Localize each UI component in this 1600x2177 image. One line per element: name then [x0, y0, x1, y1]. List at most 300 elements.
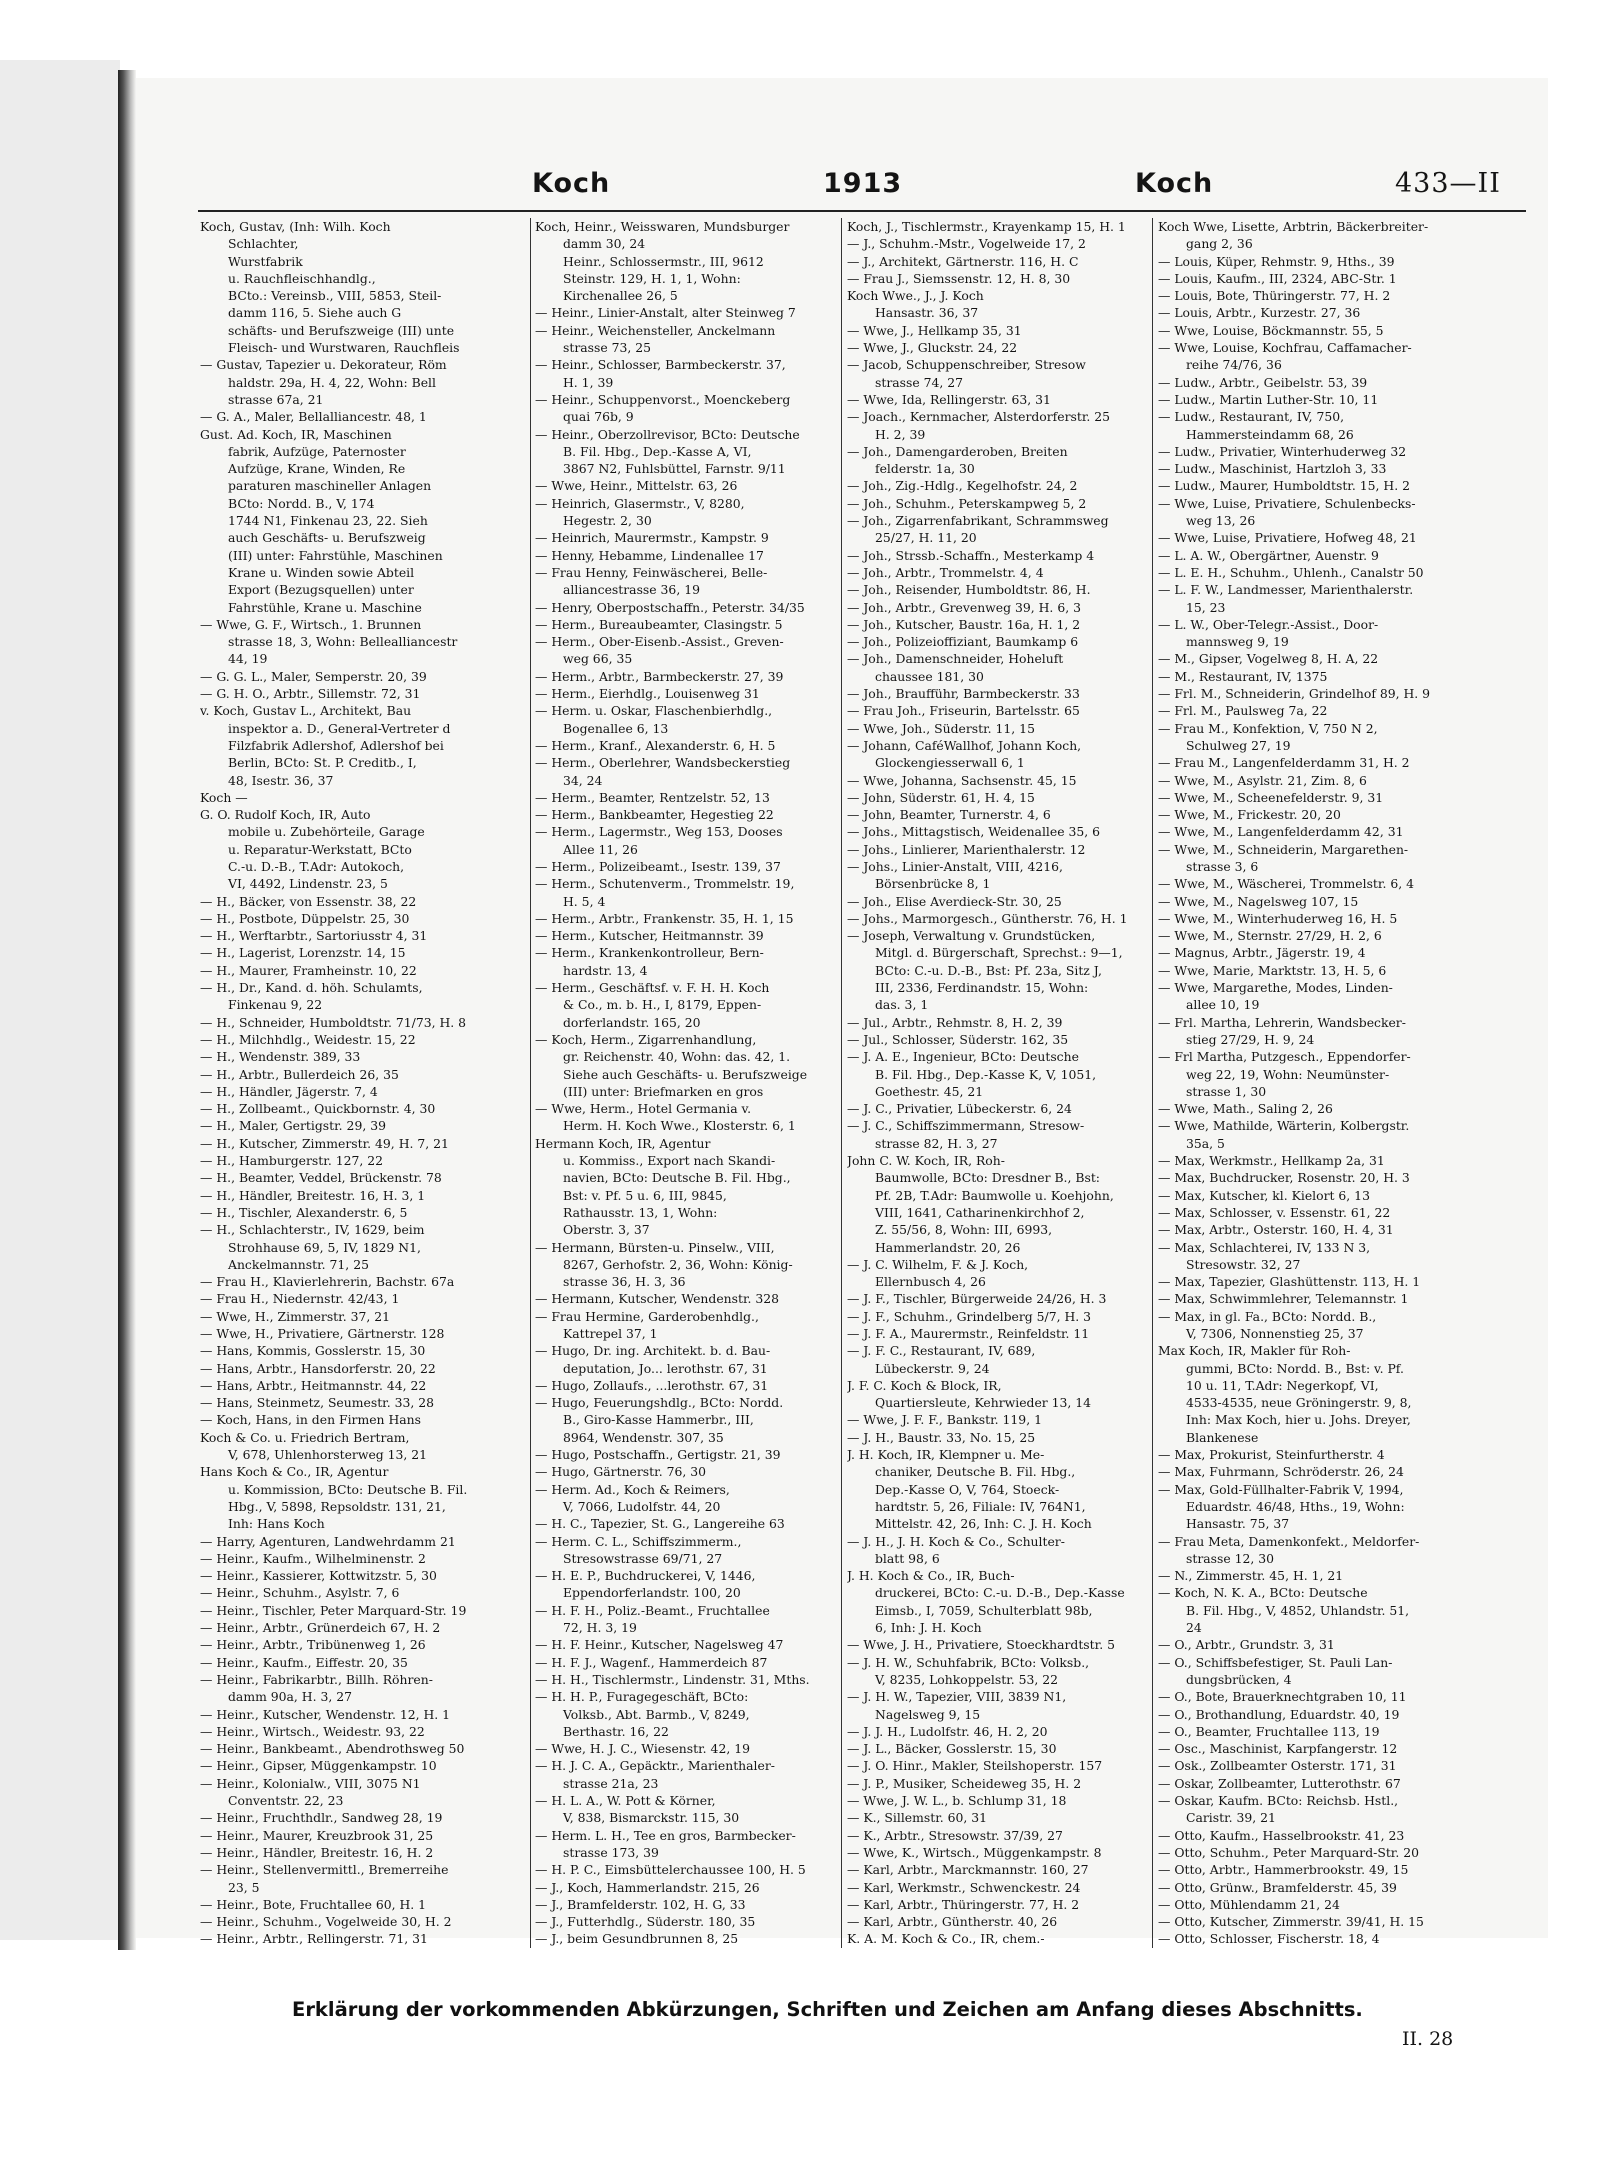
directory-entry: Koch, Gustav, (Inh: Wilh. Koch — [200, 219, 391, 234]
directory-entry: Eimsb., I, 7059, Schulterblatt 98b, — [875, 1602, 1093, 1618]
header-right-keyword: Koch — [1135, 168, 1214, 199]
directory-entry: damm 90a, H. 3, 27 — [228, 1689, 352, 1705]
directory-entry: — Herm., Arbtr., Barmbeckerstr. 27, 39 — [535, 668, 784, 684]
directory-entry: J. H. Koch, IR, Klempner u. Me- — [847, 1447, 1045, 1463]
directory-entry: Eppendorferlandstr. 100, 20 — [563, 1585, 741, 1601]
directory-entry: Fahrstühle, Krane u. Maschine — [228, 599, 422, 615]
directory-entry: J. F. C. Koch & Block, IR, — [847, 1377, 1002, 1393]
column-3 — [847, 218, 1145, 1948]
directory-entry: — Joach., Kernmacher, Alsterdorferstr. 25 — [847, 409, 1111, 425]
directory-entry: — Louis, Bote, Thüringerstr. 77, H. 2 — [1158, 288, 1391, 304]
directory-entry: — Frl. Martha, Lehrerin, Wandsbecker- — [1158, 1014, 1406, 1030]
directory-entry: u. Rauchfleischhandlg., — [228, 270, 376, 286]
directory-entry: — Karl, Arbtr., Güntherstr. 40, 26 — [847, 1914, 1058, 1930]
directory-entry: — Wwe, J. H., Privatiere, Stoeckhardtstr. 5 — [847, 1637, 1115, 1653]
directory-entry: — H., Milchhdlg., Weidestr. 15, 22 — [200, 1031, 416, 1047]
directory-entry: — L. W., Ober-Telegr.-Assist., Door- — [1158, 616, 1379, 632]
directory-entry: — J. O. Hinr., Makler, Steilshoperstr. 157 — [847, 1758, 1103, 1774]
directory-entry: — Hans, Steinmetz, Seumestr. 33, 28 — [200, 1395, 435, 1411]
directory-entry: Export (Bezugsquellen) unter — [228, 582, 414, 598]
directory-entry: — Wwe, J., Gluckstr. 24, 22 — [847, 340, 1018, 356]
directory-entry: Strohhause 69, 5, IV, 1829 N1, — [228, 1239, 421, 1255]
directory-entry: — Ludw., Restaurant, IV, 750, — [1158, 409, 1345, 425]
column-4 — [1158, 218, 1480, 1948]
directory-entry: 35a, 5 — [1186, 1135, 1225, 1151]
directory-entry: Hans Koch & Co., IR, Agentur — [200, 1464, 389, 1480]
directory-entry: — Herm., Eierhdlg., Louisenweg 31 — [535, 686, 760, 702]
directory-entry: — H., Postbote, Düppelstr. 25, 30 — [200, 910, 410, 926]
directory-entry: Heinr., Schlossermstr., III, 9612 — [563, 253, 764, 269]
directory-entry: Nagelsweg 9, 15 — [875, 1706, 981, 1722]
directory-entry: — Ludw., Privatier, Winterhuderweg 32 — [1158, 443, 1407, 459]
directory-entry: mobile u. Zubehörteile, Garage — [228, 824, 425, 840]
directory-entry: — Wwe, J., Hellkamp 35, 31 — [847, 322, 1022, 338]
column-divider — [530, 218, 531, 1948]
directory-entry: Inh: Max Koch, hier u. Johs. Dreyer, — [1186, 1412, 1411, 1428]
directory-entry: 15, 23 — [1186, 599, 1226, 615]
directory-entry: — Herm., Ober-Eisenb.-Assist., Greven- — [535, 634, 784, 650]
directory-entry: — H., Zollbeamt., Quickbornstr. 4, 30 — [200, 1101, 436, 1117]
directory-entry: — H. L. A., W. Pott & Körner, — [535, 1793, 716, 1809]
directory-entry: Herm. H. Koch Wwe., Klosterstr. 6, 1 — [563, 1118, 796, 1134]
directory-entry: — Heinr., Gipser, Müggenkampstr. 10 — [200, 1758, 437, 1774]
directory-entry: (III) unter: Briefmarken en gros — [563, 1083, 764, 1099]
directory-entry: — Max, Fuhrmann, Schröderstr. 26, 24 — [1158, 1464, 1404, 1480]
directory-entry: — Ludw., Maurer, Humboldtstr. 15, H. 2 — [1158, 478, 1410, 494]
directory-entry: — Joh., Damengarderoben, Breiten — [847, 443, 1068, 459]
directory-entry: — O., Schiffsbefestiger, St. Pauli Lan- — [1158, 1654, 1393, 1670]
directory-entry: 34, 24 — [563, 772, 603, 788]
directory-entry: Berthastr. 16, 22 — [563, 1723, 669, 1739]
directory-entry: Stresowstr. 32, 27 — [1186, 1256, 1301, 1272]
directory-entry: — Wwe, Marie, Marktstr. 13, H. 5, 6 — [1158, 962, 1387, 978]
directory-entry: — H., Werftarbtr., Sartoriusstr 4, 31 — [200, 928, 428, 944]
directory-entry: — H. E. P., Buchdruckerei, V, 1446, — [535, 1568, 756, 1584]
directory-entry: 23, 5 — [228, 1879, 260, 1895]
directory-entry: — Herm., Geschäftsf. v. F. H. H. Koch — [535, 980, 770, 996]
directory-entry: u. Reparatur-Werkstatt, BCto — [228, 841, 412, 857]
directory-entry: — Jacob, Schuppenschreiber, Stresow — [847, 357, 1086, 373]
directory-entry: 3867 N2, Fuhlsbüttel, Farnstr. 9/11 — [563, 461, 786, 477]
directory-entry: Koch, J., Tischlermstr., Krayenkamp 15, H. 1 — [847, 219, 1126, 234]
directory-entry: — Herm., Beamter, Rentzelstr. 52, 13 — [535, 789, 770, 805]
directory-entry: Koch, Heinr., Weisswaren, Mundsburger — [535, 219, 790, 234]
directory-entry: — Heinrich, Maurermstr., Kampstr. 9 — [535, 530, 769, 546]
directory-entry: — H., Dr., Kand. d. höh. Schulamts, — [200, 980, 423, 996]
directory-entry: & Co., m. b. H., I, 8179, Eppen- — [563, 997, 762, 1013]
directory-entry: damm 30, 24 — [563, 236, 646, 252]
directory-entry: — Joh., Braufführ, Barmbeckerstr. 33 — [847, 686, 1080, 702]
directory-entry: v. Koch, Gustav L., Architekt, Bau — [200, 703, 412, 719]
header-rule — [198, 210, 1526, 212]
directory-entry: Inh: Hans Koch — [228, 1516, 325, 1532]
directory-entry: dorferlandstr. 165, 20 — [563, 1014, 701, 1030]
directory-entry: — Karl, Arbtr., Thüringerstr. 77, H. 2 — [847, 1896, 1080, 1912]
directory-entry: paraturen maschineller Anlagen — [228, 478, 432, 494]
directory-entry: Hegestr. 2, 30 — [563, 513, 652, 529]
directory-entry: — H. F. Heinr., Kutscher, Nagelsweg 47 — [535, 1637, 784, 1653]
directory-entry: BCto.: Vereinsb., VIII, 5853, Steil- — [228, 288, 442, 304]
directory-entry: — Wwe, Louise, Kochfrau, Caffamacher- — [1158, 340, 1412, 356]
directory-entry: gr. Reichenstr. 40, Wohn: das. 42, 1. — [563, 1049, 791, 1065]
directory-entry: Bst: v. Pf. 5 u. 6, III, 9845, — [563, 1187, 727, 1203]
directory-entry: — Joh., Arbtr., Trommelstr. 4, 4 — [847, 564, 1044, 580]
directory-entry: — Herm., Lagermstr., Weg 153, Dooses — [535, 824, 783, 840]
directory-entry: — Wwe, Johanna, Sachsenstr. 45, 15 — [847, 772, 1077, 788]
directory-entry: Hammersteindamm 68, 26 — [1186, 426, 1354, 442]
directory-entry: Allee 11, 26 — [563, 841, 638, 857]
directory-entry: chaussee 181, 30 — [875, 668, 984, 684]
directory-entry: — Joh., Schuhm., Peterskampweg 5, 2 — [847, 495, 1087, 511]
directory-entry: — J. C., Privatier, Lübeckerstr. 6, 24 — [847, 1101, 1072, 1117]
directory-entry: Börsenbrücke 8, 1 — [875, 876, 991, 892]
directory-entry: Oberstr. 3, 37 — [563, 1222, 650, 1238]
directory-entry: felderstr. 1a, 30 — [875, 461, 975, 477]
directory-entry: — J. H. W., Tapezier, VIII, 3839 N1, — [847, 1689, 1067, 1705]
directory-entry: — Max, Gold-Füllhalter-Fabrik V, 1994, — [1158, 1481, 1404, 1497]
directory-entry: 44, 19 — [228, 651, 268, 667]
directory-entry: — H. P. C., Eimsbüttelerchaussee 100, H. 5 — [535, 1862, 806, 1878]
directory-entry: fabrik, Aufzüge, Paternoster — [228, 443, 406, 459]
directory-entry: — H., Lagerist, Lorenzstr. 14, 15 — [200, 945, 406, 961]
directory-entry: — Hans, Arbtr., Heitmannstr. 44, 22 — [200, 1377, 427, 1393]
directory-entry: III, 2336, Ferdinandstr. 15, Wohn: — [875, 980, 1089, 996]
directory-entry: strasse 73, 25 — [563, 340, 652, 356]
page-number: II. 28 — [1402, 2028, 1454, 2050]
directory-entry: Wurstfabrik — [228, 253, 303, 269]
directory-entry: V, 7066, Ludolfstr. 44, 20 — [563, 1498, 721, 1514]
directory-entry: Siehe auch Geschäfts- u. Berufszweige — [563, 1066, 808, 1082]
directory-entry: V, 7306, Nonnenstieg 25, 37 — [1186, 1326, 1364, 1341]
directory-entry: — Frau Hermine, Garderobenhdlg., — [535, 1308, 759, 1324]
directory-entry: — Johann, CaféWallhof, Johann Koch, — [847, 737, 1082, 753]
directory-entry: strasse 21a, 23 — [563, 1775, 659, 1791]
directory-entry: — Hugo, Zollaufs., ...lerothstr. 67, 31 — [535, 1377, 769, 1393]
directory-entry: stieg 27/29, H. 9, 24 — [1186, 1031, 1315, 1047]
directory-entry: u. Kommiss., Export nach Skandi- — [563, 1153, 776, 1169]
directory-entry: — Wwe, Herm., Hotel Germania v. — [535, 1101, 752, 1117]
directory-entry: V, 838, Bismarckstr. 115, 30 — [563, 1810, 740, 1826]
directory-entry: reihe 74/76, 36 — [1186, 357, 1282, 373]
directory-entry: — Koch, Hans, in den Firmen Hans — [200, 1412, 421, 1428]
directory-entry: — Otto, Grünw., Bramfelderstr. 45, 39 — [1158, 1879, 1397, 1895]
directory-entry: — Otto, Arbtr., Hammerbrookstr. 49, 15 — [1158, 1862, 1409, 1878]
directory-entry: — H., Schneider, Humboldtstr. 71/73, H. 8 — [200, 1014, 467, 1030]
directory-entry: strasse 173, 39 — [563, 1844, 659, 1860]
directory-entry: — J. A. E., Ingenieur, BCto: Deutsche — [847, 1049, 1079, 1065]
directory-entry: — L. E. H., Schuhm., Uhlenh., Canalstr 50 — [1158, 564, 1424, 580]
directory-entry: — Joh., Polizeioffiziant, Baumkamp 6 — [847, 634, 1079, 650]
directory-entry: — Frau H., Niedernstr. 42/43, 1 — [200, 1291, 400, 1307]
directory-entry: — H. C., Tapezier, St. G., Langereihe 63 — [535, 1516, 785, 1532]
directory-entry: — Henny, Hebamme, Lindenallee 17 — [535, 547, 764, 563]
directory-entry: Eduardstr. 46/48, Hths., 19, Wohn: — [1186, 1498, 1405, 1514]
directory-entry: — Heinr., Stellenvermittl., Bremerreihe — [200, 1862, 449, 1878]
directory-entry: — O., Brothandlung, Eduardstr. 40, 19 — [1158, 1706, 1400, 1722]
directory-entry: Koch Wwe, Lisette, Arbtrin, Bäckerbreiter- — [1158, 219, 1429, 234]
directory-entry: — Frau H., Klavierlehrerin, Bachstr. 67a — [200, 1274, 455, 1290]
directory-entry: Pf. 2B, T.Adr: Baumwolle u. Koehjohn, — [875, 1187, 1114, 1203]
directory-entry: — Wwe, Heinr., Mittelstr. 63, 26 — [535, 478, 738, 494]
directory-entry: alliancestrasse 36, 19 — [563, 582, 700, 598]
directory-entry: — Osk., Zollbeamter Osterstr. 171, 31 — [1158, 1758, 1397, 1774]
directory-entry: — Hugo, Postschaffn., Gertigstr. 21, 39 — [535, 1447, 781, 1463]
directory-entry: H. 2, 39 — [875, 426, 926, 442]
directory-entry: Glockengiesserwall 6, 1 — [875, 755, 1025, 771]
directory-entry: — Herm. L. H., Tee en gros, Barmbecker- — [535, 1827, 796, 1843]
directory-entry: — Wwe, Luise, Privatiere, Hofweg 48, 21 — [1158, 530, 1417, 546]
directory-entry: — Johs., Linlierer, Marienthalerstr. 12 — [847, 841, 1086, 857]
directory-entry: B., Giro-Kasse Hammerbr., III, — [563, 1412, 754, 1428]
directory-entry: — Johs., Linier-Anstalt, VIII, 4216, — [847, 858, 1063, 874]
directory-entry: — Herm. Ad., Koch & Reimers, — [535, 1481, 730, 1497]
directory-entry: — Frau Henny, Feinwäscherei, Belle- — [535, 564, 768, 580]
directory-entry: — Heinr., Kutscher, Wendenstr. 12, H. 1 — [200, 1706, 451, 1722]
directory-entry: — H., Kutscher, Zimmerstr. 49, H. 7, 21 — [200, 1135, 449, 1151]
directory-entry: Hansastr. 36, 37 — [875, 305, 979, 321]
directory-entry: — H., Arbtr., Bullerdeich 26, 35 — [200, 1066, 399, 1082]
directory-entry: — J. P., Musiker, Scheideweg 35, H. 2 — [847, 1775, 1082, 1791]
directory-entry: Schulweg 27, 19 — [1186, 737, 1291, 753]
directory-entry: — Heinr., Kassierer, Kottwitzstr. 5, 30 — [200, 1568, 437, 1584]
directory-entry: — Max, Prokurist, Steinfurtherstr. 4 — [1158, 1447, 1385, 1463]
directory-entry: — H., Händler, Jägerstr. 7, 4 — [200, 1083, 378, 1099]
directory-entry: inspektor a. D., General-Vertreter d — [228, 720, 451, 736]
directory-entry: — Jul., Schlosser, Süderstr. 162, 35 — [847, 1031, 1069, 1047]
directory-entry: — J. F., Tischler, Bürgerweide 24/26, H. 3 — [847, 1291, 1107, 1307]
directory-entry: dungsbrücken, 4 — [1186, 1671, 1292, 1687]
directory-entry: — Frau M., Langenfelderdamm 31, H. 2 — [1158, 755, 1410, 771]
directory-entry: Quartiersleute, Kehrwieder 13, 14 — [875, 1395, 1092, 1411]
directory-entry: — H., Hamburgerstr. 127, 22 — [200, 1153, 383, 1169]
directory-entry: Koch — — [200, 789, 248, 805]
directory-entry: — G. H. O., Arbtr., Sillemstr. 72, 31 — [200, 686, 421, 702]
directory-entry: — H., Händler, Breitestr. 16, H. 3, 1 — [200, 1187, 426, 1203]
directory-entry: — Wwe, Joh., Süderstr. 11, 15 — [847, 720, 1035, 736]
directory-entry: Gust. Ad. Koch, IR, Maschinen — [200, 426, 392, 442]
directory-entry: J. H. Koch & Co., IR, Buch- — [847, 1568, 1015, 1584]
directory-entry: — J., Architekt, Gärtnerstr. 116, H. C — [847, 253, 1079, 269]
directory-entry: — J., Schuhm.-Mstr., Vogelweide 17, 2 — [847, 236, 1086, 252]
directory-entry: — Heinr., Tischler, Peter Marquard-Str. 19 — [200, 1602, 467, 1618]
directory-entry: 10 u. 11, T.Adr: Negerkopf, VI, — [1186, 1377, 1379, 1393]
directory-entry: 48, Isestr. 36, 37 — [228, 772, 334, 788]
directory-entry: — Herm., Polizeibeamt., Isestr. 139, 37 — [535, 858, 781, 874]
directory-entry: — Otto, Kaufm., Hasselbrookstr. 41, 23 — [1158, 1827, 1405, 1843]
directory-entry: V, 678, Uhlenhorsterweg 13, 21 — [228, 1447, 428, 1463]
directory-entry: H. 1, 39 — [563, 374, 614, 390]
directory-entry: schäfts- und Berufszweige (III) unte — [228, 322, 455, 338]
directory-entry: — Heinrich, Glasermstr., V, 8280, — [535, 495, 745, 511]
directory-entry: — Heinr., Fabrikarbtr., Billh. Röhren- — [200, 1671, 433, 1687]
directory-entry: — Wwe, M., Schneiderin, Margarethen- — [1158, 841, 1409, 857]
directory-entry: — Ludw., Martin Luther-Str. 10, 11 — [1158, 391, 1379, 407]
directory-entry: — Max, Tapezier, Glashüttenstr. 113, H. 1 — [1158, 1274, 1421, 1290]
directory-entry: weg 66, 35 — [563, 651, 633, 667]
directory-entry: — Max, Kutscher, kl. Kielort 6, 13 — [1158, 1187, 1370, 1203]
directory-entry: — O., Arbtr., Grundstr. 3, 31 — [1158, 1637, 1335, 1653]
directory-entry: Hansastr. 75, 37 — [1186, 1516, 1290, 1532]
directory-entry: — M., Gipser, Vogelweg 8, H. A, 22 — [1158, 651, 1379, 667]
directory-entry: — Wwe, G. F., Wirtsch., 1. Brunnen — [200, 616, 422, 632]
directory-entry: — Osc., Maschinist, Karpfangerstr. 12 — [1158, 1741, 1398, 1757]
directory-entry: — Harry, Agenturen, Landwehrdamm 21 — [200, 1533, 456, 1549]
directory-entry: Schlachter, — [228, 236, 299, 252]
directory-entry: — Heinr., Kaufm., Eiffestr. 20, 35 — [200, 1654, 408, 1670]
directory-entry: 8267, Gerhofstr. 2, 36, Wohn: König- — [563, 1256, 793, 1272]
directory-entry: — H. H. P., Furagegeschäft, BCto: — [535, 1689, 749, 1705]
directory-entry: — Max, Schlosser, v. Essenstr. 61, 22 — [1158, 1204, 1391, 1220]
column-divider — [841, 218, 842, 1948]
directory-entry: — Heinr., Arbtr., Tribünenweg 1, 26 — [200, 1637, 426, 1653]
directory-entry: B. Fil. Hbg., Dep.-Kasse A, VI, — [563, 443, 752, 459]
directory-entry: — Ludw., Maschinist, Hartzloh 3, 33 — [1158, 461, 1387, 477]
directory-entry: strasse 12, 30 — [1186, 1550, 1275, 1566]
directory-entry: — Frau J., Siemssenstr. 12, H. 8, 30 — [847, 270, 1071, 286]
directory-entry: — H., Schlachterstr., IV, 1629, beim — [200, 1222, 425, 1238]
directory-entry: — Heinr., Linier-Anstalt, alter Steinweg 7 — [535, 305, 796, 321]
directory-entry: — Gustav, Tapezier u. Dekorateur, Röm — [200, 357, 447, 373]
directory-entry: — H., Maler, Gertigstr. 29, 39 — [200, 1118, 386, 1134]
directory-entry: — Koch, Herm., Zigarrenhandlung, — [535, 1031, 757, 1047]
directory-entry: — J. C. Wilhelm, F. & J. Koch, — [847, 1256, 1029, 1272]
directory-entry: 8964, Wendenstr. 307, 35 — [563, 1429, 724, 1445]
directory-entry: — Herm. C. L., Schiffszimmerm., — [535, 1533, 742, 1549]
directory-entry: Blankenese — [1186, 1429, 1259, 1445]
directory-entry: — Johs., Mittagstisch, Weidenallee 35, 6 — [847, 824, 1101, 840]
directory-entry: — G. A., Maler, Bellalliancestr. 48, 1 — [200, 409, 427, 425]
directory-entry: — J., Bramfelderstr. 102, H. G, 33 — [535, 1896, 746, 1912]
directory-entry: strasse 74, 27 — [875, 374, 964, 390]
directory-entry: damm 116, 5. Siehe auch G — [228, 305, 402, 321]
directory-entry: Anckelmannstr. 71, 25 — [228, 1256, 369, 1272]
directory-entry: — Hans, Kommis, Gosslerstr. 15, 30 — [200, 1343, 426, 1359]
directory-entry: — O., Bote, Brauerknechtgraben 10, 11 — [1158, 1689, 1407, 1705]
directory-entry: — J. H. W., Schuhfabrik, BCto: Volksb., — [847, 1654, 1090, 1670]
directory-entry: — Joh., Zig.-Hdlg., Kegelhofstr. 24, 2 — [847, 478, 1078, 494]
directory-entry: — Magnus, Arbtr., Jägerstr. 19, 4 — [1158, 945, 1366, 961]
directory-entry: — Wwe, K., Wirtsch., Müggenkampstr. 8 — [847, 1844, 1102, 1860]
directory-entry: Hbg., V, 5898, Repsoldstr. 131, 21, — [228, 1498, 446, 1514]
directory-entry: — Otto, Schlosser, Fischerstr. 18, 4 — [1158, 1931, 1380, 1947]
directory-entry: — Hugo, Gärtnerstr. 76, 30 — [535, 1464, 706, 1480]
directory-entry: — H., Tischler, Alexanderstr. 6, 5 — [200, 1204, 408, 1220]
directory-entry: — Johs., Marmorgesch., Güntherstr. 76, H. 1 — [847, 910, 1128, 926]
directory-entry: navien, BCto: Deutsche B. Fil. Hbg., — [563, 1170, 791, 1186]
directory-entry: hardstr. 13, 4 — [563, 962, 648, 978]
directory-entry: strasse 82, H. 3, 27 — [875, 1135, 998, 1151]
directory-entry: — G. G. L., Maler, Semperstr. 20, 39 — [200, 668, 427, 684]
directory-entry: haldstr. 29a, H. 4, 22, Wohn: Bell — [228, 374, 436, 390]
directory-entry: — Wwe, J. W. L., b. Schlump 31, 18 — [847, 1793, 1067, 1809]
directory-entry: Caristr. 39, 21 — [1186, 1810, 1276, 1826]
directory-entry: BCto: Nordd. B., V, 174 — [228, 495, 375, 511]
directory-entry: — Oskar, Zollbeamter, Lutterothstr. 67 — [1158, 1775, 1401, 1791]
directory-entry: — H., Wendenstr. 389, 33 — [200, 1049, 361, 1065]
directory-entry: — Oskar, Kaufm. BCto: Reichsb. Hstl., — [1158, 1793, 1399, 1809]
directory-entry: strasse 18, 3, Wohn: Bellealliancestr — [228, 634, 458, 650]
directory-entry: — Louis, Arbtr., Kurzestr. 27, 36 — [1158, 305, 1361, 321]
directory-entry: — H. J. C. A., Gepäcktr., Marienthaler- — [535, 1758, 775, 1774]
directory-entry: — Frl. M., Paulsweg 7a, 22 — [1158, 703, 1328, 719]
directory-entry: Krane u. Winden sowie Abteil — [228, 564, 415, 580]
directory-entry: — Joh., Arbtr., Grevenweg 39, H. 6, 3 — [847, 599, 1081, 615]
directory-entry: weg 22, 19, Wohn: Neumünster- — [1186, 1066, 1390, 1082]
directory-entry: — J. F. C., Restaurant, IV, 689, — [847, 1343, 1036, 1359]
directory-entry: — Frau Joh., Friseurin, Bartelsstr. 65 — [847, 703, 1080, 719]
directory-entry: — Max, Werkmstr., Hellkamp 2a, 31 — [1158, 1153, 1385, 1169]
directory-entry: Goethestr. 45, 21 — [875, 1083, 984, 1099]
directory-entry: das. 3, 1 — [875, 997, 929, 1013]
directory-entry: — J. J. H., Ludolfstr. 46, H. 2, 20 — [847, 1723, 1048, 1739]
directory-entry: Kattrepel 37, 1 — [563, 1326, 658, 1341]
directory-entry: — J. F., Schuhm., Grindelberg 5/7, H. 3 — [847, 1308, 1092, 1324]
directory-entry: 72, H. 3, 19 — [563, 1620, 637, 1636]
directory-entry: — K., Sillemstr. 60, 31 — [847, 1810, 988, 1826]
directory-entry: — H. F. J., Wagenf., Hammerdeich 87 — [535, 1654, 768, 1670]
directory-entry: — Joh., Reisender, Humboldtstr. 86, H. — [847, 582, 1091, 598]
directory-entry: — Wwe, Margarethe, Modes, Linden- — [1158, 980, 1393, 996]
directory-entry: — Jul., Arbtr., Rehmstr. 8, H. 2, 39 — [847, 1014, 1063, 1030]
directory-entry: deputation, Jo... lerothstr. 67, 31 — [563, 1360, 768, 1376]
directory-entry: — Heinr., Fruchthdlr., Sandweg 28, 19 — [200, 1810, 443, 1826]
directory-entry: — J. H., Baustr. 33, No. 15, 25 — [847, 1429, 1036, 1445]
directory-entry: Aufzüge, Krane, Winden, Re — [228, 461, 406, 477]
directory-entry: — Herm., Oberlehrer, Wandsbeckerstieg — [535, 755, 791, 771]
directory-entry: — J. H., J. H. Koch & Co., Schulter- — [847, 1533, 1065, 1549]
directory-entry: — John, Beamter, Turnerstr. 4, 6 — [847, 807, 1051, 823]
directory-entry: — Max, Buchdrucker, Rosenstr. 20, H. 3 — [1158, 1170, 1410, 1186]
directory-entry: — Heinr., Händler, Breitestr. 16, H. 2 — [200, 1844, 434, 1860]
directory-entry: auch Geschäfts- u. Berufszweig — [228, 530, 426, 546]
directory-entry: Dep.-Kasse O, V, 764, Stoeck- — [875, 1481, 1060, 1497]
directory-entry: 24 — [1186, 1620, 1202, 1636]
directory-entry: — Wwe, J. F. F., Bankstr. 119, 1 — [847, 1412, 1042, 1428]
directory-entry: Koch & Co. u. Friedrich Bertram, — [200, 1429, 410, 1445]
header-left-keyword: Koch — [532, 168, 611, 199]
directory-entry: Conventstr. 22, 23 — [228, 1793, 344, 1809]
directory-entry: Baumwolle, BCto: Dresdner B., Bst: — [875, 1170, 1100, 1186]
directory-entry: 1744 N1, Finkenau 23, 22. Sieh — [228, 513, 428, 529]
directory-entry: — Heinr., Weichensteller, Anckelmann — [535, 322, 776, 338]
directory-entry: — Frl. M., Schneiderin, Grindelhof 89, H. 9 — [1158, 686, 1431, 702]
directory-entry: Finkenau 9, 22 — [228, 997, 323, 1013]
directory-entry: — Hermann, Bürsten-u. Pinselw., VIII, — [535, 1239, 775, 1255]
facing-page-edge — [0, 60, 120, 1940]
directory-entry: Steinstr. 129, H. 1, 1, Wohn: — [563, 270, 741, 286]
directory-entry: Kirchenallee 26, 5 — [563, 288, 678, 304]
directory-entry: V, 8235, Lohkoppelstr. 53, 22 — [875, 1671, 1059, 1687]
directory-entry: Hammerlandstr. 20, 26 — [875, 1239, 1021, 1255]
directory-entry: — Karl, Arbtr., Marckmannstr. 160, 27 — [847, 1862, 1089, 1878]
directory-entry: Volksb., Abt. Barmb., V, 8249, — [563, 1706, 750, 1722]
directory-entry: — John, Süderstr. 61, H. 4, 15 — [847, 789, 1035, 805]
directory-entry: — Herm. u. Oskar, Flaschenbierhdlg., — [535, 703, 773, 719]
directory-entry: — Max, Schlachterei, IV, 133 N 3, — [1158, 1239, 1371, 1255]
directory-entry: Hermann Koch, IR, Agentur — [535, 1135, 711, 1151]
directory-entry: — J. C., Schiffszimmermann, Stresow- — [847, 1118, 1085, 1134]
directory-entry: 6, Inh: J. H. Koch — [875, 1620, 982, 1636]
directory-entry: 25/27, H. 11, 20 — [875, 530, 977, 546]
directory-entry: Koch Wwe., J., J. Koch — [847, 288, 984, 304]
directory-entry: mannsweg 9, 19 — [1186, 634, 1289, 650]
directory-entry: — Louis, Küper, Rehmstr. 9, Hths., 39 — [1158, 253, 1395, 269]
directory-entry: 4533-4535, neue Gröningerstr. 9, 8, — [1186, 1395, 1412, 1411]
directory-entry: — Koch, N. K. A., BCto: Deutsche — [1158, 1585, 1368, 1601]
directory-entry: Stresowstrasse 69/71, 27 — [563, 1550, 723, 1566]
directory-entry: — Heinr., Schuhm., Vogelweide 30, H. 2 — [200, 1914, 452, 1930]
directory-entry: — Wwe, M., Asylstr. 21, Zim. 8, 6 — [1158, 772, 1367, 788]
